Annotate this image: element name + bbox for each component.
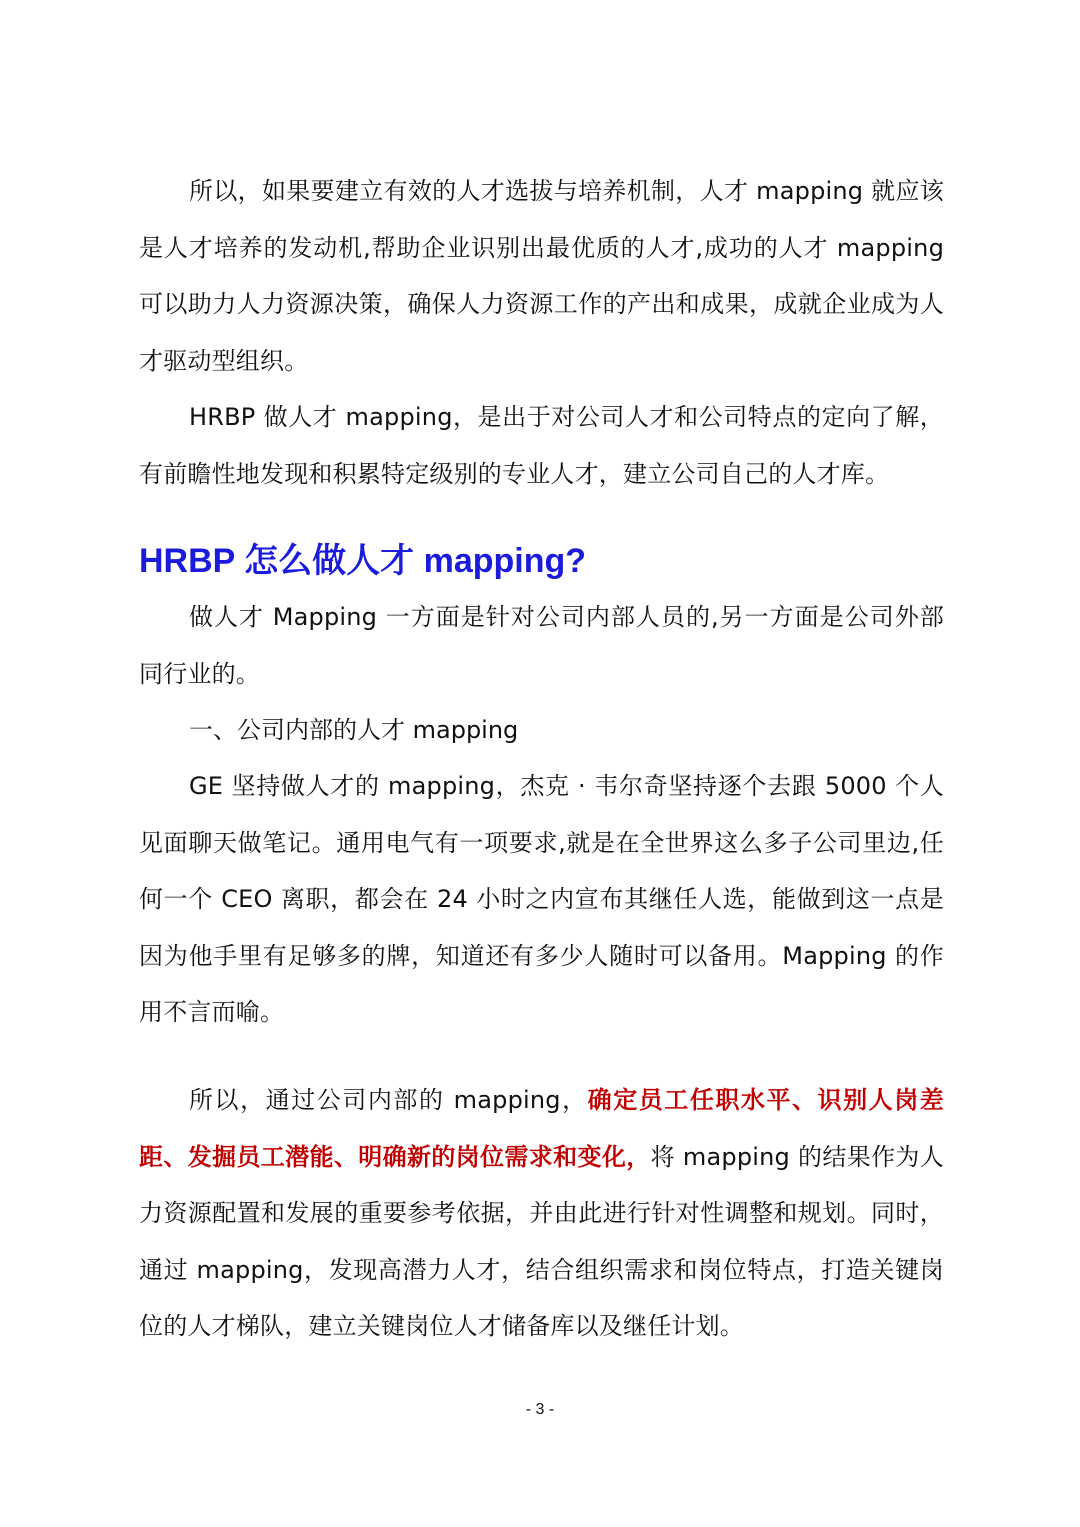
subsection-title: 一、公司内部的人才 mapping <box>189 716 519 744</box>
paragraph-internal-mapping-rest: 将 mapping 的结果作为人力资源配置和发展的重要参考依据，并由此进行针对性调整和规划。同时，通过 mapping，发现高潜力人才，结合组织需求和岗位特点，打造关键岗位的人才梯队，建立关键岗位人才储备库以及继任计划。 <box>139 1142 944 1340</box>
paragraph-mapping-scope: 做人才 Mapping 一方面是针对公司内部人员的,另一方面是公司外部同行业的。 <box>139 603 944 688</box>
paragraph-internal-mapping-intro: 所以，通过公司内部的 mapping， <box>189 1086 588 1114</box>
page-number: - 3 - <box>525 1401 555 1418</box>
section-heading: HRBP 怎么做人才 mapping? <box>139 542 587 580</box>
paragraph-ge-example: GE 坚持做人才的 mapping，杰克 · 韦尔奇坚持逐个去跟 5000 个人见面聊天做笔记。通用电气有一项要求,就是在全世界这么多子公司里边,任何一个 CEO 离职，都会在 24 小时之内宣布其继任人选，能做到这一点是因为他手里有足够多的牌，知道还有多少人随时可以备用。Mapping 的作用不言而喻。 <box>139 772 944 1026</box>
highlighted-goals: 确定员工任职水平、识别人岗差距、发掘员工潜能、明确新的岗位需求和变化， <box>139 1086 944 1171</box>
paragraph-hrbp-purpose: HRBP 做人才 mapping，是出于对公司人才和公司特点的定向了解，有前瞻性地发现和积累特定级别的专业人才，建立公司自己的人才库。 <box>139 403 944 488</box>
paragraph-talent-mapping-engine: 所以，如果要建立有效的人才选拔与培养机制，人才 mapping 就应该是人才培养的发动机,帮助企业识别出最优质的人才,成功的人才 mapping 可以助力人力资源决策，确保人力资源工作的产出和成果，成就企业成为人才驱动型组织。 <box>139 177 944 375</box>
paragraph-internal-mapping <box>139 1072 944 1355</box>
